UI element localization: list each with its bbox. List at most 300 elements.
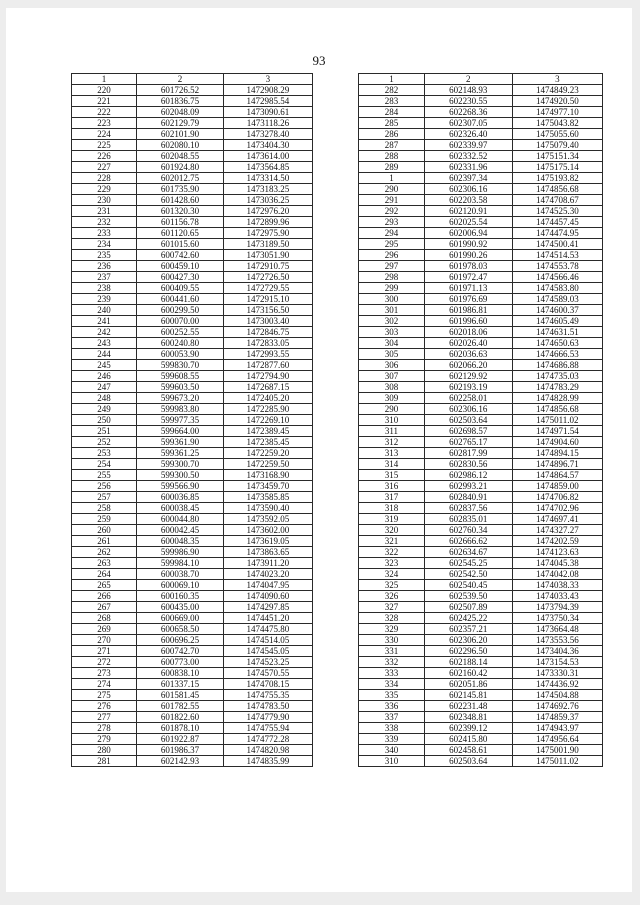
- point-number-cell: 310: [359, 756, 425, 767]
- y-coordinate-cell: 1473003.40: [223, 316, 312, 327]
- point-number-cell: 326: [359, 591, 425, 602]
- point-number-cell: 309: [359, 393, 425, 404]
- y-coordinate-cell: 1475055.60: [512, 129, 602, 140]
- y-coordinate-cell: 1474956.64: [512, 734, 602, 745]
- point-number-cell: 295: [359, 239, 425, 250]
- x-coordinate-cell: 602830.56: [424, 459, 512, 470]
- point-number-cell: 277: [72, 712, 137, 723]
- x-coordinate-cell: 602036.63: [424, 349, 512, 360]
- x-coordinate-cell: 602306.16: [424, 404, 512, 415]
- point-number-cell: 253: [72, 448, 137, 459]
- x-coordinate-cell: 599664.00: [137, 426, 224, 437]
- x-coordinate-cell: 602507.89: [424, 602, 512, 613]
- x-coordinate-cell: 602025.54: [424, 217, 512, 228]
- point-number-cell: 226: [72, 151, 137, 162]
- y-coordinate-cell: 1474047.95: [223, 580, 312, 591]
- point-number-cell: 313: [359, 448, 425, 459]
- y-coordinate-cell: 1473664.48: [512, 624, 602, 635]
- table-row: [359, 96, 603, 107]
- point-number-cell: 292: [359, 206, 425, 217]
- table-row: [72, 745, 313, 756]
- point-number-cell: 286: [359, 129, 425, 140]
- table-row: [359, 371, 603, 382]
- table-row: [72, 690, 313, 701]
- y-coordinate-cell: 1473051.90: [223, 250, 312, 261]
- x-coordinate-cell: 600252.55: [137, 327, 224, 338]
- point-number-cell: 255: [72, 470, 137, 481]
- y-coordinate-cell: 1473168.90: [223, 470, 312, 481]
- x-coordinate-cell: 602760.34: [424, 525, 512, 536]
- y-coordinate-cell: 1472993.55: [223, 349, 312, 360]
- x-coordinate-cell: 602837.56: [424, 503, 512, 514]
- y-coordinate-cell: 1474820.98: [223, 745, 312, 756]
- table-row: [359, 382, 603, 393]
- table-row: [359, 503, 603, 514]
- table-row: [72, 547, 313, 558]
- table-row: [359, 360, 603, 371]
- point-number-cell: 234: [72, 239, 137, 250]
- x-coordinate-cell: 602540.45: [424, 580, 512, 591]
- point-number-cell: 314: [359, 459, 425, 470]
- y-coordinate-cell: 1473619.05: [223, 536, 312, 547]
- x-coordinate-cell: 602258.01: [424, 393, 512, 404]
- x-coordinate-cell: 602296.50: [424, 646, 512, 657]
- point-number-cell: 258: [72, 503, 137, 514]
- y-coordinate-cell: 1474589.03: [512, 294, 602, 305]
- table-row: [72, 470, 313, 481]
- table-row: [359, 624, 603, 635]
- y-coordinate-cell: 1475011.02: [512, 756, 602, 767]
- table-row: [72, 382, 313, 393]
- table-row: [359, 107, 603, 118]
- table-row: [72, 481, 313, 492]
- table-row: [359, 646, 603, 657]
- y-coordinate-cell: 1474755.35: [223, 690, 312, 701]
- table-row: [72, 118, 313, 129]
- point-number-cell: 322: [359, 547, 425, 558]
- x-coordinate-cell: 602048.09: [137, 107, 224, 118]
- x-coordinate-cell: 602397.34: [424, 173, 512, 184]
- table-row: [72, 404, 313, 415]
- table-row: [72, 217, 313, 228]
- y-coordinate-cell: 1473314.50: [223, 173, 312, 184]
- x-coordinate-cell: 602230.55: [424, 96, 512, 107]
- column-header: 3: [223, 74, 312, 85]
- y-coordinate-cell: 1473118.26: [223, 118, 312, 129]
- x-coordinate-cell: 602817.99: [424, 448, 512, 459]
- x-coordinate-cell: 601156.78: [137, 217, 224, 228]
- y-coordinate-cell: 1474849.23: [512, 85, 602, 96]
- x-coordinate-cell: 600053.90: [137, 349, 224, 360]
- column-header: 1: [359, 74, 425, 85]
- table-row: [359, 162, 603, 173]
- x-coordinate-cell: 600036.85: [137, 492, 224, 503]
- point-number-cell: 312: [359, 437, 425, 448]
- x-coordinate-cell: 601976.69: [424, 294, 512, 305]
- point-number-cell: 243: [72, 338, 137, 349]
- table-row: [359, 558, 603, 569]
- table-row: [72, 261, 313, 272]
- table-row: [359, 316, 603, 327]
- x-coordinate-cell: 602835.01: [424, 514, 512, 525]
- table-row: [359, 734, 603, 745]
- point-number-cell: 334: [359, 679, 425, 690]
- point-number-cell: 273: [72, 668, 137, 679]
- y-coordinate-cell: 1474896.71: [512, 459, 602, 470]
- point-number-cell: 242: [72, 327, 137, 338]
- x-coordinate-cell: 602986.12: [424, 470, 512, 481]
- table-row: [359, 261, 603, 272]
- point-number-cell: 268: [72, 613, 137, 624]
- point-number-cell: 328: [359, 613, 425, 624]
- x-coordinate-cell: 601782.55: [137, 701, 224, 712]
- x-coordinate-cell: 602840.91: [424, 492, 512, 503]
- x-coordinate-cell: 602066.20: [424, 360, 512, 371]
- y-coordinate-cell: 1474828.99: [512, 393, 602, 404]
- point-number-cell: 298: [359, 272, 425, 283]
- y-coordinate-cell: 1474033.43: [512, 591, 602, 602]
- table-row: [359, 217, 603, 228]
- x-coordinate-cell: 599361.90: [137, 437, 224, 448]
- y-coordinate-cell: 1474697.41: [512, 514, 602, 525]
- x-coordinate-cell: 600441.60: [137, 294, 224, 305]
- y-coordinate-cell: 1472259.20: [223, 448, 312, 459]
- table-row: [359, 195, 603, 206]
- y-coordinate-cell: 1474566.46: [512, 272, 602, 283]
- column-header: 3: [512, 74, 602, 85]
- point-number-cell: 278: [72, 723, 137, 734]
- point-number-cell: 288: [359, 151, 425, 162]
- table-row: [72, 140, 313, 151]
- y-coordinate-cell: 1472910.75: [223, 261, 312, 272]
- y-coordinate-cell: 1474514.05: [223, 635, 312, 646]
- table-row: [359, 393, 603, 404]
- y-coordinate-cell: 1473090.61: [223, 107, 312, 118]
- point-number-cell: 310: [359, 415, 425, 426]
- column-header: 1: [72, 74, 137, 85]
- y-coordinate-cell: 1472687.15: [223, 382, 312, 393]
- y-coordinate-cell: 1473590.40: [223, 503, 312, 514]
- x-coordinate-cell: 602048.55: [137, 151, 224, 162]
- x-coordinate-cell: 600696.25: [137, 635, 224, 646]
- x-coordinate-cell: 602666.62: [424, 536, 512, 547]
- point-number-cell: 241: [72, 316, 137, 327]
- y-coordinate-cell: 1472285.90: [223, 404, 312, 415]
- y-coordinate-cell: 1474545.05: [223, 646, 312, 657]
- table-row: [72, 734, 313, 745]
- y-coordinate-cell: 1474859.37: [512, 712, 602, 723]
- point-number-cell: 280: [72, 745, 137, 756]
- y-coordinate-cell: 1474500.41: [512, 239, 602, 250]
- table-row: [359, 151, 603, 162]
- x-coordinate-cell: 599984.10: [137, 558, 224, 569]
- table-row: [72, 228, 313, 239]
- table-header-row: [72, 74, 313, 85]
- x-coordinate-cell: 601428.60: [137, 195, 224, 206]
- x-coordinate-cell: 602503.64: [424, 756, 512, 767]
- y-coordinate-cell: 1474523.25: [223, 657, 312, 668]
- table-row: [72, 459, 313, 470]
- y-coordinate-cell: 1473156.50: [223, 305, 312, 316]
- point-number-cell: 231: [72, 206, 137, 217]
- y-coordinate-cell: 1473750.34: [512, 613, 602, 624]
- table-row: [359, 723, 603, 734]
- x-coordinate-cell: 600069.10: [137, 580, 224, 591]
- y-coordinate-cell: 1473602.00: [223, 525, 312, 536]
- y-coordinate-cell: 1472259.50: [223, 459, 312, 470]
- table-row: [359, 690, 603, 701]
- table-row: [359, 547, 603, 558]
- y-coordinate-cell: 1472975.90: [223, 228, 312, 239]
- point-number-cell: 330: [359, 635, 425, 646]
- point-number-cell: 238: [72, 283, 137, 294]
- y-coordinate-cell: 1474666.53: [512, 349, 602, 360]
- table-row: [72, 580, 313, 591]
- y-coordinate-cell: 1474943.97: [512, 723, 602, 734]
- y-coordinate-cell: 1474856.68: [512, 404, 602, 415]
- y-coordinate-cell: 1473863.65: [223, 547, 312, 558]
- point-number-cell: 290: [359, 184, 425, 195]
- table-row: [72, 129, 313, 140]
- point-number-cell: 293: [359, 217, 425, 228]
- y-coordinate-cell: 1472729.55: [223, 283, 312, 294]
- table-row: [72, 305, 313, 316]
- x-coordinate-cell: 599608.55: [137, 371, 224, 382]
- table-row: [72, 272, 313, 283]
- y-coordinate-cell: 1474525.30: [512, 206, 602, 217]
- x-coordinate-cell: 601320.30: [137, 206, 224, 217]
- point-number-cell: 227: [72, 162, 137, 173]
- x-coordinate-cell: 602542.50: [424, 569, 512, 580]
- x-coordinate-cell: 602331.96: [424, 162, 512, 173]
- point-number-cell: 259: [72, 514, 137, 525]
- point-number-cell: 272: [72, 657, 137, 668]
- x-coordinate-cell: 600160.35: [137, 591, 224, 602]
- point-number-cell: 321: [359, 536, 425, 547]
- x-coordinate-cell: 602765.17: [424, 437, 512, 448]
- column-header: 2: [424, 74, 512, 85]
- x-coordinate-cell: 601337.15: [137, 679, 224, 690]
- table-row: [72, 294, 313, 305]
- x-coordinate-cell: 599300.50: [137, 470, 224, 481]
- y-coordinate-cell: 1474583.80: [512, 283, 602, 294]
- x-coordinate-cell: 602503.64: [424, 415, 512, 426]
- x-coordinate-cell: 602348.81: [424, 712, 512, 723]
- table-row: [72, 239, 313, 250]
- point-number-cell: 225: [72, 140, 137, 151]
- table-row: [72, 536, 313, 547]
- table-row: [359, 536, 603, 547]
- y-coordinate-cell: 1474123.63: [512, 547, 602, 558]
- y-coordinate-cell: 1474202.59: [512, 536, 602, 547]
- point-number-cell: 263: [72, 558, 137, 569]
- point-number-cell: 229: [72, 184, 137, 195]
- point-number-cell: 333: [359, 668, 425, 679]
- x-coordinate-cell: 600742.70: [137, 646, 224, 657]
- x-coordinate-cell: 601972.47: [424, 272, 512, 283]
- table-row: [359, 272, 603, 283]
- y-coordinate-cell: 1474904.60: [512, 437, 602, 448]
- y-coordinate-cell: 1474504.88: [512, 690, 602, 701]
- table-row: [359, 294, 603, 305]
- x-coordinate-cell: 601878.10: [137, 723, 224, 734]
- point-number-cell: 302: [359, 316, 425, 327]
- point-number-cell: 245: [72, 360, 137, 371]
- x-coordinate-cell: 602231.48: [424, 701, 512, 712]
- point-number-cell: 271: [72, 646, 137, 657]
- y-coordinate-cell: 1473036.25: [223, 195, 312, 206]
- point-number-cell: 307: [359, 371, 425, 382]
- point-number-cell: 246: [72, 371, 137, 382]
- point-number-cell: 319: [359, 514, 425, 525]
- y-coordinate-cell: 1473189.50: [223, 239, 312, 250]
- y-coordinate-cell: 1473404.30: [223, 140, 312, 151]
- x-coordinate-cell: 602203.58: [424, 195, 512, 206]
- x-coordinate-cell: 601986.81: [424, 305, 512, 316]
- point-number-cell: 339: [359, 734, 425, 745]
- y-coordinate-cell: 1474650.63: [512, 338, 602, 349]
- point-number-cell: 228: [72, 173, 137, 184]
- y-coordinate-cell: 1472269.10: [223, 415, 312, 426]
- x-coordinate-cell: 599361.25: [137, 448, 224, 459]
- point-number-cell: 294: [359, 228, 425, 239]
- x-coordinate-cell: 602306.20: [424, 635, 512, 646]
- table-row: [72, 250, 313, 261]
- point-number-cell: 297: [359, 261, 425, 272]
- x-coordinate-cell: 601922.87: [137, 734, 224, 745]
- table-row: [72, 360, 313, 371]
- point-number-cell: 318: [359, 503, 425, 514]
- point-number-cell: 338: [359, 723, 425, 734]
- point-number-cell: 317: [359, 492, 425, 503]
- point-number-cell: 300: [359, 294, 425, 305]
- table-row: [72, 591, 313, 602]
- x-coordinate-cell: 600038.70: [137, 569, 224, 580]
- y-coordinate-cell: 1474708.67: [512, 195, 602, 206]
- y-coordinate-cell: 1473404.36: [512, 646, 602, 657]
- y-coordinate-cell: 1475001.90: [512, 745, 602, 756]
- y-coordinate-cell: 1473585.85: [223, 492, 312, 503]
- point-number-cell: 316: [359, 481, 425, 492]
- table-row: [359, 129, 603, 140]
- y-coordinate-cell: 1473911.20: [223, 558, 312, 569]
- y-coordinate-cell: 1472908.29: [223, 85, 312, 96]
- point-number-cell: 270: [72, 635, 137, 646]
- point-number-cell: 267: [72, 602, 137, 613]
- table-row: [72, 448, 313, 459]
- x-coordinate-cell: 602006.94: [424, 228, 512, 239]
- y-coordinate-cell: 1474977.10: [512, 107, 602, 118]
- y-coordinate-cell: 1472385.45: [223, 437, 312, 448]
- table-row: [359, 448, 603, 459]
- table-row: [72, 393, 313, 404]
- point-number-cell: 324: [359, 569, 425, 580]
- x-coordinate-cell: 602539.50: [424, 591, 512, 602]
- table-row: [72, 558, 313, 569]
- y-coordinate-cell: 1474045.38: [512, 558, 602, 569]
- y-coordinate-cell: 1475193.82: [512, 173, 602, 184]
- x-coordinate-cell: 602415.80: [424, 734, 512, 745]
- y-coordinate-cell: 1474894.15: [512, 448, 602, 459]
- x-coordinate-cell: 602545.25: [424, 558, 512, 569]
- table-row: [72, 569, 313, 580]
- table-row: [72, 723, 313, 734]
- column-header: 2: [137, 74, 224, 85]
- table-row: [72, 712, 313, 723]
- table-row: [72, 151, 313, 162]
- point-number-cell: 296: [359, 250, 425, 261]
- y-coordinate-cell: 1474920.50: [512, 96, 602, 107]
- x-coordinate-cell: 600042.45: [137, 525, 224, 536]
- y-coordinate-cell: 1474042.08: [512, 569, 602, 580]
- x-coordinate-cell: 602026.40: [424, 338, 512, 349]
- table-row: [359, 525, 603, 536]
- point-number-cell: 331: [359, 646, 425, 657]
- table-row: [72, 624, 313, 635]
- table-header-row: [359, 74, 603, 85]
- point-number-cell: 303: [359, 327, 425, 338]
- point-number-cell: 337: [359, 712, 425, 723]
- table-row: [72, 646, 313, 657]
- point-number-cell: 284: [359, 107, 425, 118]
- point-number-cell: 304: [359, 338, 425, 349]
- point-number-cell: 239: [72, 294, 137, 305]
- coordinates-table-left: [71, 73, 313, 767]
- x-coordinate-cell: 602142.93: [137, 756, 224, 767]
- table-row: [72, 525, 313, 536]
- y-coordinate-cell: 1474686.88: [512, 360, 602, 371]
- table-row: [359, 327, 603, 338]
- y-coordinate-cell: 1472405.20: [223, 393, 312, 404]
- y-coordinate-cell: 1472899.96: [223, 217, 312, 228]
- table-row: [72, 184, 313, 195]
- table-row: [359, 492, 603, 503]
- x-coordinate-cell: 602326.40: [424, 129, 512, 140]
- table-row: [359, 470, 603, 481]
- point-number-cell: 335: [359, 690, 425, 701]
- point-number-cell: 320: [359, 525, 425, 536]
- y-coordinate-cell: 1473553.56: [512, 635, 602, 646]
- x-coordinate-cell: 599300.70: [137, 459, 224, 470]
- x-coordinate-cell: 601822.60: [137, 712, 224, 723]
- y-coordinate-cell: 1474859.00: [512, 481, 602, 492]
- table-row: [72, 613, 313, 624]
- table-row: [72, 85, 313, 96]
- table-row: [72, 338, 313, 349]
- table-row: [359, 668, 603, 679]
- table-row: [359, 250, 603, 261]
- point-number-cell: 261: [72, 536, 137, 547]
- point-number-cell: 264: [72, 569, 137, 580]
- point-number-cell: 252: [72, 437, 137, 448]
- table-row: [359, 228, 603, 239]
- table-row: [72, 503, 313, 514]
- x-coordinate-cell: 601735.90: [137, 184, 224, 195]
- point-number-cell: 306: [359, 360, 425, 371]
- x-coordinate-cell: 602129.92: [424, 371, 512, 382]
- y-coordinate-cell: 1474783.29: [512, 382, 602, 393]
- x-coordinate-cell: 599603.50: [137, 382, 224, 393]
- y-coordinate-cell: 1474023.20: [223, 569, 312, 580]
- table-row: [359, 613, 603, 624]
- y-coordinate-cell: 1474451.20: [223, 613, 312, 624]
- x-coordinate-cell: 601015.60: [137, 239, 224, 250]
- table-row: [359, 481, 603, 492]
- y-coordinate-cell: 1475043.82: [512, 118, 602, 129]
- x-coordinate-cell: 602051.86: [424, 679, 512, 690]
- point-number-cell: 248: [72, 393, 137, 404]
- point-number-cell: 256: [72, 481, 137, 492]
